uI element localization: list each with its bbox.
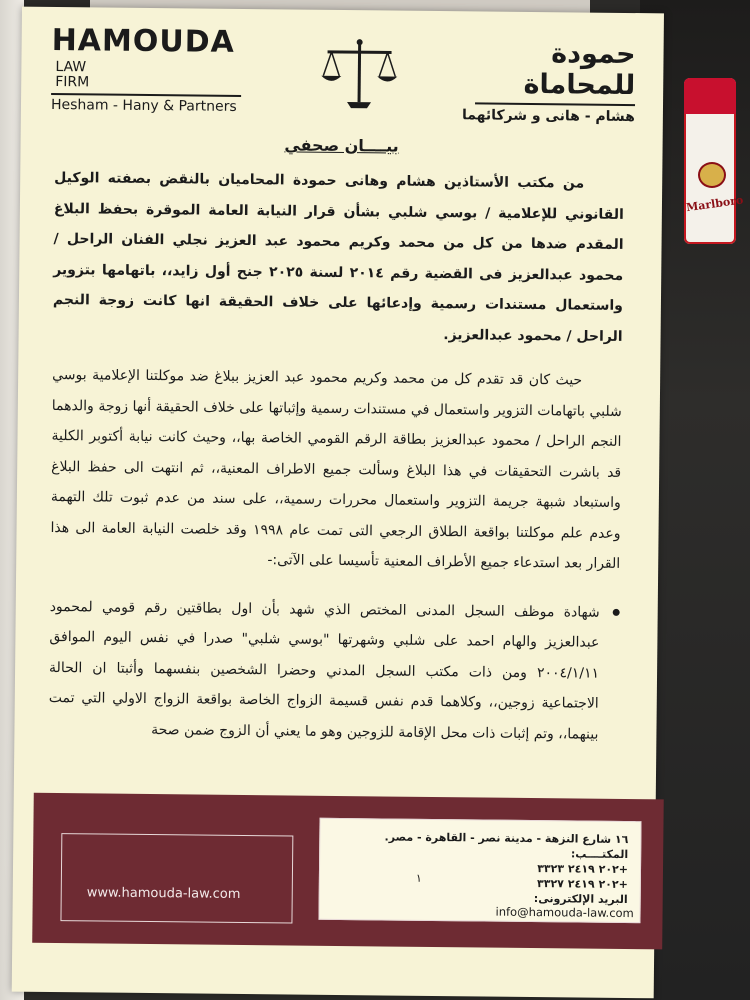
footer-website-frame bbox=[60, 833, 293, 923]
firm-partners-ar: هشام - هانى و شركائهما bbox=[461, 107, 635, 126]
page-number: ١ bbox=[415, 871, 422, 885]
footer-address-block bbox=[348, 829, 629, 907]
firm-law-word: LAW bbox=[55, 58, 87, 76]
firm-firm-word: FIRM bbox=[55, 73, 90, 91]
logo-rule-ar bbox=[475, 102, 635, 106]
footer-contact-box bbox=[318, 818, 641, 923]
paragraph-intro: من مكتب الأستاذين هشام وهانى حمودة المحاميان بالنقض بصفته الوكيل القانوني للإعلامية / بوسي شلبي بشأن قرار النيابة العامة الموقرة بحفظ البلاغ المقدم ضدها من كل من محمد وكريم محمود عبد العزيز نجلي الفنان الراحل / محمود عبدالعزيز فى القضية رقم ٢٠١٤ لسنة ٢٠٢٥ جنح أول زايد،، باتهامها بتزوير واستعمال مستندات رسمية وإدعائها على خلاف الحقيقة انها كانت زوجة النجم الراحل / محمود عبدالعزيز. bbox=[52, 169, 624, 345]
document-title: بيــــان صحفي bbox=[284, 135, 399, 156]
footer-address: ١٦ شارع النزهة - مدينة نصر - القاهرة - مصر. bbox=[384, 830, 629, 847]
statement-body bbox=[48, 163, 624, 750]
paragraph-background: حيث كان قد تقدم كل من محمد وكريم محمود عبد العزيز ببلاغ ضد موكلتنا الإعلامية بوسي شلبي باتهامات التزوير واستعمال في مستندات رسمية وإثباتها على خلاف الحقيقة أنها زوجة والدهما النجم الراحل / محمود عبدالعزيز بطاقة الرقم القومي الخاصة بها،، وحيث كانت نيابة أكتوبر الكلية قد باشرت التحقيقات في هذا البلاغ وسألت جميع الاطراف المعنية،، ثم انتهت الى حفظ البلاغ واستبعاد شبهة جريمة التزوير واستعمال محررات رسمية،، على سند من عدم ثبوت تلك التهمة وعدم علم موكلتنا بواقعة الطلاق الرجعي التى تمت عام ١٩٩٨ وقد خلصت النيابة العامة الى هذا القرار بعد استدعاء جميع الأطراف المعنية تأسيسا على الآتى:- bbox=[50, 366, 622, 572]
lighter-crest-icon bbox=[698, 162, 726, 188]
footer-phone-1: +٢٠٢ ٢٤١٩ ٣٣٢٣ bbox=[537, 862, 629, 877]
footer-band bbox=[32, 793, 664, 950]
bullet-item-testimony bbox=[48, 591, 620, 749]
firm-partners-en: Hesham - Hany & Partners bbox=[50, 96, 237, 115]
bullet-icon bbox=[613, 608, 620, 615]
firm-name-en: HAMOUDA bbox=[51, 22, 236, 60]
footer-office-label: المكتــــب: bbox=[570, 847, 629, 862]
lighter-brand-logo: Marlboro bbox=[685, 193, 745, 215]
footer-website: www.hamouda-law.com bbox=[86, 885, 241, 902]
lighter-cap bbox=[684, 78, 736, 114]
scales-of-justice-icon bbox=[317, 36, 402, 113]
footer-email-label: البريد الإلكترونى: bbox=[533, 892, 628, 907]
footer-phone-2: +٢٠٢ ٢٤١٩ ٣٣٢٧ bbox=[537, 877, 628, 892]
firm-name-ar: حمودة للمحاماة bbox=[523, 38, 636, 102]
letterhead-english-logo bbox=[51, 23, 272, 115]
footer-email: info@hamouda-law.com bbox=[495, 904, 634, 921]
letterhead-arabic-logo bbox=[435, 37, 636, 125]
bullet-text: شهادة موظف السجل المدنى المختص الذي شهد بأن اول بطاقتين رقم قومي لمحمود عبدالعزيز والهام احمد على شلبي وشهرتها "بوسي شلبي" صدرا في نفس اليوم الموافق ٢٠٠٤/١/١١ ومن ذات مكتب السجل المدني وحضرا الشخصين بنفسهما وأثبتا ان الحالة الاجتماعية زوجين،، وكلاهما قدم نفس قسيمة الزواج الخاصة بواقعة الزواج الاولي التي تمت بينهما،، وتم إثبات ذات محل الإقامة للزوجين وهو ما يعني أن الزوج ضمن صحة bbox=[48, 598, 600, 743]
lighter-object bbox=[684, 78, 745, 244]
press-statement-page bbox=[12, 7, 664, 999]
